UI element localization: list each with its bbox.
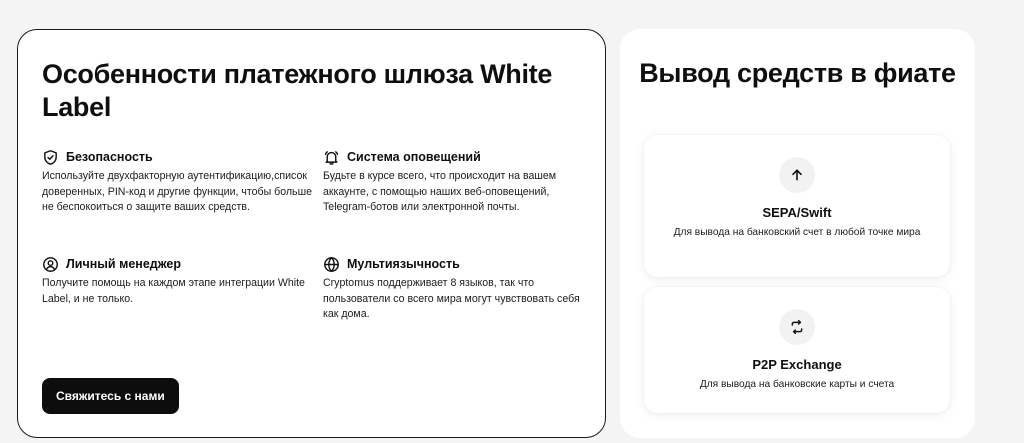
feature-manager-text: Получите помощь на каждом этапе интеграции White Label, и не только. (42, 277, 305, 305)
user-circle-icon (42, 256, 59, 273)
feature-security-head (42, 148, 312, 166)
method-sepa-swift-text: Для вывода на банковский счет в любой точке мира (673, 227, 921, 238)
feature-security-text: Используйте двухфакторную аутентификацию,список доверенных, PIN-код и другие функции, чтобы больше не беспокоиться о защите ваших средств. (42, 170, 312, 213)
exchange-arrows-icon (779, 309, 815, 345)
contact-us-button[interactable]: Свяжитесь с нами (42, 378, 179, 414)
method-sepa-swift[interactable] (644, 135, 950, 277)
feature-manager (42, 255, 312, 307)
bell-icon (323, 149, 340, 166)
method-p2p-exchange[interactable] (644, 287, 950, 413)
feature-notifications-title: Система оповещений (347, 150, 481, 164)
features-title: Особенности платежного шлюза White Label (42, 59, 553, 122)
feature-notifications (323, 148, 593, 216)
feature-notifications-text: Будьте в курсе всего, что происходит на вашем аккаунте, с помощью наших веб-оповещений, Telegram-ботов или электронной почты. (323, 170, 557, 213)
feature-security (42, 148, 312, 216)
feature-manager-head (42, 255, 312, 273)
feature-security-title: Безопасность (66, 150, 153, 164)
shield-check-icon (42, 149, 59, 166)
gateway-features-card (17, 29, 606, 438)
fiat-withdrawal-card (620, 29, 975, 438)
method-sepa-swift-title: SEPA/Swift (762, 205, 832, 220)
globe-icon (323, 256, 340, 273)
feature-multilanguage-head (323, 255, 593, 273)
feature-multilanguage-title: Мультиязычность (347, 257, 460, 271)
arrow-up-icon (779, 157, 815, 193)
feature-multilanguage (323, 255, 593, 323)
method-p2p-exchange-title: P2P Exchange (752, 357, 842, 372)
feature-multilanguage-text: Cryptomus поддерживает 8 языков, так что пользователи со всего мира могут чувствовать себя как дома. (323, 277, 580, 320)
feature-manager-title: Личный менеджер (66, 257, 182, 271)
withdrawal-title: Вывод средств в фиате (639, 58, 956, 88)
feature-notifications-head (323, 148, 593, 166)
method-p2p-exchange-text: Для вывода на банковские карты и счета (699, 379, 895, 390)
